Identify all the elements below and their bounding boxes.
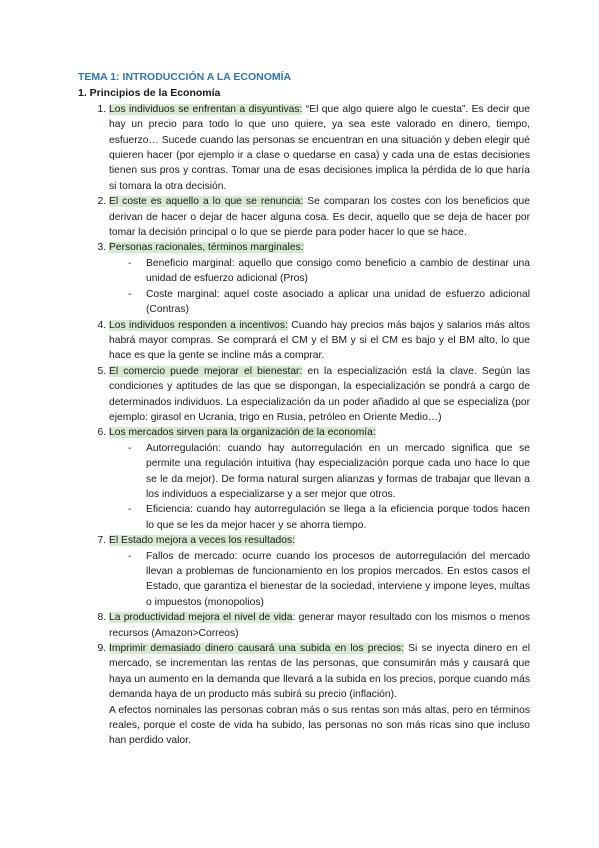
sub-list	[109, 256, 530, 318]
list-item	[109, 240, 530, 317]
item-text: Se comparan los costes con los beneficios que derivan de hacer o dejar de hacer alguna cosa. Es decir, aquello que se deja de hacer por tomar la decisión principal o lo que se pierde para poder hacer lo que se hace.	[109, 196, 530, 239]
list-item	[109, 610, 530, 641]
sub-list-item: - Fallos de mercado: ocurre cuando los procesos de autorregulación del mercado llevan a problemas de funcionamiento en los propios mercados. En estos casos el Estado, que garantiza el bienestar de la sociedad, interviene y impone leyes, multas o impuestos (monopolios)	[109, 549, 530, 611]
list-item	[109, 102, 530, 194]
document-content	[78, 70, 530, 749]
sub-list	[109, 441, 530, 533]
highlighted-heading: El comercio puede mejorar el bienestar:	[109, 365, 303, 377]
highlighted-heading: Los individuos se enfrentan a disyuntivas:	[109, 103, 303, 115]
list-item	[109, 364, 530, 426]
sub-list-item: - Autorregulación: cuando hay autorregulación en un mercado significa que se permite una regulación intuitiva (hay especialización porque cada uno hace lo que se le da mejor). De forma natural surgen alianzas y formas de trabajar que llevan a los individuos a especializarse y a ser mejor que otros.	[109, 441, 530, 503]
list-item	[109, 533, 530, 610]
sub-list-item: - Coste marginal: aquel coste asociado a aplicar una unidad de esfuerzo adicional (Contras)	[109, 287, 530, 318]
item-text: en la especialización está la clave. Según las condiciones y aptitudes de las que se dispongan, la especialización se pondrá a cargo de determinados individuos. La especialización da un poder añadido al que se especializa (por ejemplo: girasol en Ucrania, trigo en Rusia, petróleo en Oriente Medio…)	[109, 365, 530, 423]
highlighted-heading: Personas racionales, términos marginales:	[109, 242, 304, 254]
item-text: Cuando hay precios más bajos y salarios más altos habrá mayor compras. Se comprará el CM y el BM y si el CM es bajo y el BM alto, lo que hace es que la gente se incline más a comprar.	[109, 319, 530, 362]
highlighted-heading: Los individuos responden a incentivos:	[109, 319, 288, 331]
sub-list-item: - Beneficio marginal: aquello que consigo como beneficio a cambio de destinar una unidad de esfuerzo adicional (Pros)	[109, 256, 530, 287]
list-item	[109, 641, 530, 749]
list-item	[109, 194, 530, 240]
highlighted-heading: El Estado mejora a veces los resultados:	[109, 535, 296, 547]
list-item	[109, 425, 530, 533]
principles-list	[78, 102, 530, 749]
list-item	[109, 318, 530, 364]
highlighted-heading: Imprimir demasiado dinero causará una subida en los precios:	[109, 643, 404, 655]
document-title: TEMA 1: INTRODUCCIÓN A LA ECONOMÍA	[78, 71, 292, 83]
highlighted-heading: El coste es aquello a lo que se renuncia:	[109, 196, 304, 208]
item-text: : generar mayor resultado con los mismos o menos recursos (Amazon>Correos)	[109, 612, 530, 639]
sub-list	[109, 549, 530, 611]
section-heading: 1. Principios de la Economía	[78, 87, 221, 100]
highlighted-heading: Los mercados sirven para la organización de la economía:	[109, 427, 376, 439]
sub-list-item: - Eficiencia: cuando hay autorregulación se llega a la eficiencia porque todos hacen lo que se les da mejor hacer y se ahorra tiempo.	[109, 502, 530, 533]
item-text: Si se inyecta dinero en el mercado, se incrementan las rentas de las personas, que consumirán más y causará que haya un aumento en la demanda que llevará a la subida en los precios, porque cuando más demanda haya de un producto más subirá su precio (inflación).	[109, 643, 530, 701]
item-text: “El que algo quiere algo le cuesta”. Es decir que hay un precio para todo lo que uno quiere, ya sea este valorado en dinero, tiempo, esfuerzo… Sucede cuando las personas se encuentran en una situación y deben elegir qué quieren hacer (por ejemplo ir a clase o quedarse en casa) y cada una de estas decisiones tienen sus pros y contras. Tomar una de esas decisiones implica la pérdida de lo que haría si tomara la otra decisión.	[109, 103, 530, 192]
highlighted-heading: La productividad mejora el nivel de vida	[109, 612, 293, 624]
item-paragraph: A efectos nominales las personas cobran más o sus rentas son más altas, pero en términos reales, porque el coste de vida ha subido, las personas no son más ricas sino que incluso han perdido valor.	[109, 704, 530, 747]
